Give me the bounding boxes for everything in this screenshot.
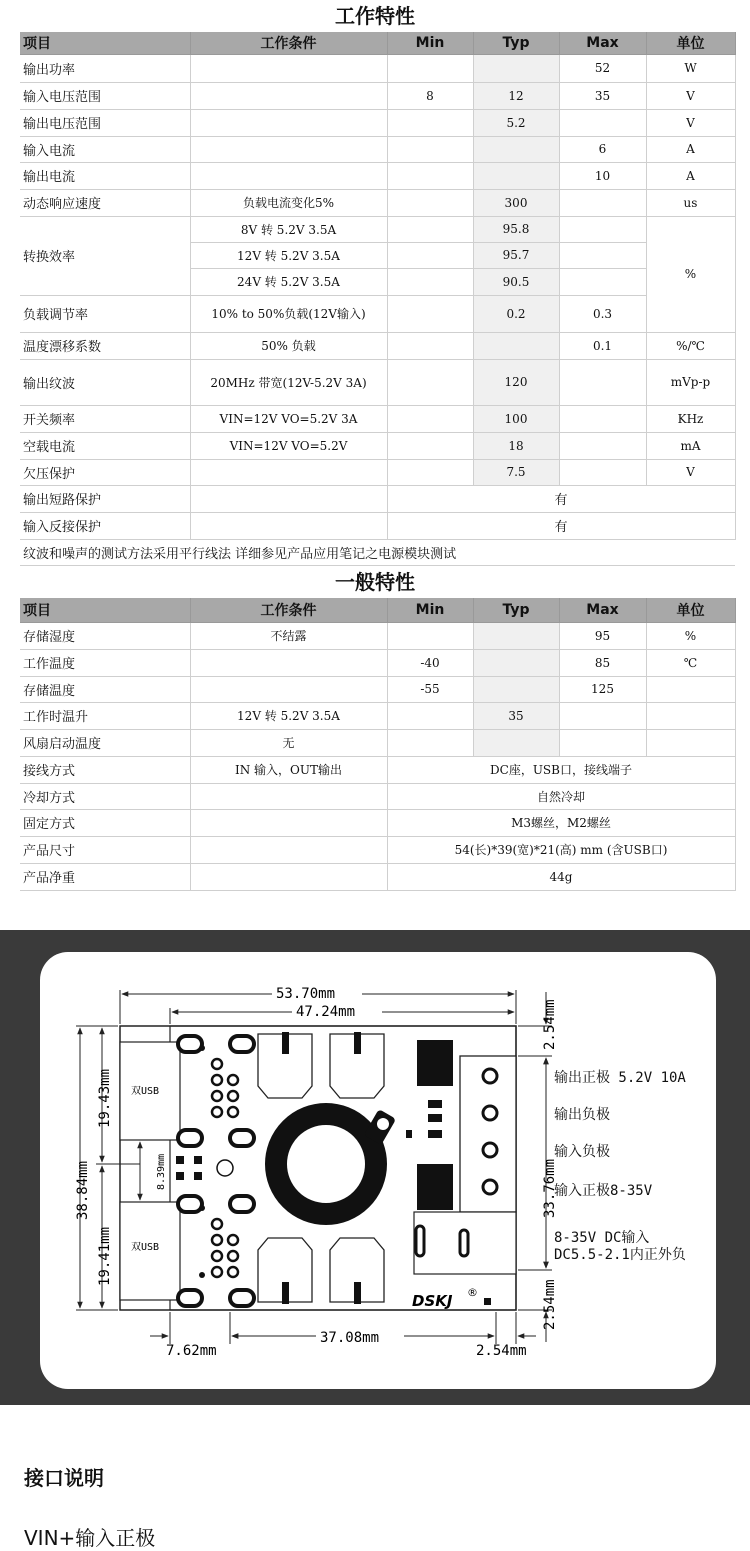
row-typ: 12 xyxy=(473,82,559,109)
table-row xyxy=(20,54,735,82)
table-row xyxy=(20,162,735,189)
table-row xyxy=(20,729,735,756)
row-label: 输出短路保护 xyxy=(20,485,190,512)
row-condition xyxy=(190,109,387,136)
row-label: 输出纹波 xyxy=(20,359,190,405)
terminal-label-out-neg: 输出负极 xyxy=(554,1107,610,1123)
row-unit: V xyxy=(646,109,735,136)
table-note-row xyxy=(20,539,735,565)
row-label: 温度漂移系数 xyxy=(20,332,190,359)
row-unit: W xyxy=(646,54,735,82)
row-label: 风扇启动温度 xyxy=(20,729,190,756)
row-typ: 100 xyxy=(473,405,559,432)
dim-left-total: 38.84mm xyxy=(75,1160,91,1220)
table-row xyxy=(20,622,735,649)
row-typ: 95.8 xyxy=(473,216,559,242)
row-label: 固定方式 xyxy=(20,809,190,836)
header-typ: Typ xyxy=(473,598,559,622)
row-max xyxy=(559,459,646,485)
dim-top-inner: 47.24mm xyxy=(296,1004,356,1020)
row-condition xyxy=(190,649,387,676)
table-row xyxy=(20,676,735,702)
row-typ: 18 xyxy=(473,432,559,459)
row-typ xyxy=(473,136,559,162)
table-row xyxy=(20,332,735,359)
row-condition: VIN=12V VO=5.2V 3A xyxy=(190,405,387,432)
row-unit: % xyxy=(646,216,735,332)
row-min xyxy=(387,432,473,459)
row-min xyxy=(387,459,473,485)
row-condition xyxy=(190,459,387,485)
row-condition: IN 输入，OUT输出 xyxy=(190,756,387,783)
row-condition xyxy=(190,512,387,539)
row-min xyxy=(387,268,473,295)
row-max: 6 xyxy=(559,136,646,162)
row-max xyxy=(559,268,646,295)
row-max: 0.1 xyxy=(559,332,646,359)
row-unit: V xyxy=(646,82,735,109)
row-label: 工作时温升 xyxy=(20,702,190,729)
row-label: 存储温度 xyxy=(20,676,190,702)
row-max: 35 xyxy=(559,82,646,109)
row-typ: 35 xyxy=(473,702,559,729)
table-row xyxy=(20,136,735,162)
dim-right-bottom: 2.54mm xyxy=(542,1279,558,1330)
row-unit: A xyxy=(646,162,735,189)
table-row xyxy=(20,863,735,890)
row-condition xyxy=(190,54,387,82)
header-condition: 工作条件 xyxy=(190,32,387,54)
row-typ: 0.2 xyxy=(473,295,559,332)
header-max: Max xyxy=(559,598,646,622)
table-row xyxy=(20,783,735,809)
row-max xyxy=(559,702,646,729)
terminal-label-in-pos: 输入正极8-35V xyxy=(554,1183,653,1199)
usb-top-label: 双USB xyxy=(131,1086,160,1097)
row-label: 接线方式 xyxy=(20,756,190,783)
row-condition: 50% 负载 xyxy=(190,332,387,359)
table-row xyxy=(20,756,735,783)
row-condition: VIN=12V VO=5.2V xyxy=(190,432,387,459)
ic-bottom xyxy=(417,1164,453,1210)
row-unit: ℃ xyxy=(646,649,735,676)
row-label: 负载调节率 xyxy=(20,295,190,332)
row-condition xyxy=(190,836,387,863)
row-min xyxy=(387,189,473,216)
row-typ xyxy=(473,332,559,359)
row-max xyxy=(559,359,646,405)
row-label: 工作温度 xyxy=(20,649,190,676)
row-typ xyxy=(473,54,559,82)
row-condition xyxy=(190,783,387,809)
header-max: Max xyxy=(559,32,646,54)
row-max: 0.3 xyxy=(559,295,646,332)
row-label: 输入电流 xyxy=(20,136,190,162)
row-min xyxy=(387,295,473,332)
row-value: M3螺丝，M2螺丝 xyxy=(387,809,735,836)
row-label: 动态响应速度 xyxy=(20,189,190,216)
row-label: 空载电流 xyxy=(20,432,190,459)
row-typ xyxy=(473,676,559,702)
row-condition xyxy=(190,82,387,109)
row-condition xyxy=(190,863,387,890)
table-row xyxy=(20,459,735,485)
row-max: 125 xyxy=(559,676,646,702)
row-value: DC座，USB口，接线端子 xyxy=(387,756,735,783)
row-min xyxy=(387,622,473,649)
row-label: 欠压保护 xyxy=(20,459,190,485)
row-min xyxy=(387,109,473,136)
row-typ: 7.5 xyxy=(473,459,559,485)
table-row xyxy=(20,702,735,729)
header-min: Min xyxy=(387,32,473,54)
brand-logo: DSKJ xyxy=(412,1292,453,1310)
row-condition: 负载电流变化5% xyxy=(190,189,387,216)
row-value: 自然冷却 xyxy=(387,783,735,809)
table-note: 纹波和噪声的测试方法采用平行线法 详细参见产品应用笔记之电源模块测试 xyxy=(20,539,735,565)
table2-header-row xyxy=(20,598,735,622)
interface-heading: 接口说明 xyxy=(24,1466,104,1490)
table-row xyxy=(20,359,735,405)
row-min xyxy=(387,702,473,729)
table-row xyxy=(20,295,735,332)
row-min xyxy=(387,54,473,82)
row-unit: mA xyxy=(646,432,735,459)
row-min: -55 xyxy=(387,676,473,702)
row-typ: 95.7 xyxy=(473,242,559,268)
table-row xyxy=(20,405,735,432)
row-unit xyxy=(646,729,735,756)
row-max xyxy=(559,189,646,216)
row-condition: 20MHz 带宽(12V-5.2V 3A) xyxy=(190,359,387,405)
table-row xyxy=(20,432,735,459)
row-max xyxy=(559,405,646,432)
row-condition xyxy=(190,136,387,162)
row-unit: %/℃ xyxy=(646,332,735,359)
ic-top xyxy=(417,1040,453,1086)
header-unit: 单位 xyxy=(646,598,735,622)
row-value: 54(长)*39(宽)*21(高) mm (含USB口) xyxy=(387,836,735,863)
table-row xyxy=(20,189,735,216)
table-row xyxy=(20,109,735,136)
row-condition xyxy=(190,809,387,836)
dim-left-upper: 19.43mm xyxy=(97,1068,113,1128)
row-typ xyxy=(473,622,559,649)
row-label: 转换效率 xyxy=(20,216,190,295)
row-value: 有 xyxy=(387,485,735,512)
terminal-label-out-pos: 输出正极 5.2V 10A xyxy=(554,1070,686,1086)
row-typ xyxy=(473,729,559,756)
row-typ xyxy=(473,649,559,676)
row-min xyxy=(387,332,473,359)
row-max: 52 xyxy=(559,54,646,82)
row-min xyxy=(387,405,473,432)
row-max xyxy=(559,109,646,136)
dim-right-mid: 33.76mm xyxy=(542,1158,558,1218)
row-condition xyxy=(190,162,387,189)
dim-top-outer: 53.70mm xyxy=(276,986,336,1002)
row-min xyxy=(387,359,473,405)
dc-input-label: 8-35V DC输入 xyxy=(554,1230,650,1246)
row-max: 85 xyxy=(559,649,646,676)
table-row xyxy=(20,809,735,836)
row-condition: 12V 转 5.2V 3.5A xyxy=(190,242,387,268)
row-unit: mVp-p xyxy=(646,359,735,405)
row-unit: V xyxy=(646,459,735,485)
row-typ xyxy=(473,162,559,189)
row-condition: 10% to 50%负载(12V输入) xyxy=(190,295,387,332)
row-condition: 24V 转 5.2V 3.5A xyxy=(190,268,387,295)
row-condition: 无 xyxy=(190,729,387,756)
dimension-drawing xyxy=(40,952,716,1389)
header-unit: 单位 xyxy=(646,32,735,54)
row-max xyxy=(559,729,646,756)
row-unit xyxy=(646,676,735,702)
row-min xyxy=(387,216,473,242)
dim-gap: 8.39mm xyxy=(156,1153,167,1190)
table-row xyxy=(20,512,735,539)
row-min xyxy=(387,162,473,189)
row-max xyxy=(559,432,646,459)
row-typ: 90.5 xyxy=(473,268,559,295)
dim-left-lower: 19.41mm xyxy=(97,1226,113,1286)
row-condition xyxy=(190,676,387,702)
row-label: 开关频率 xyxy=(20,405,190,432)
row-label: 产品净重 xyxy=(20,863,190,890)
row-label: 输入电压范围 xyxy=(20,82,190,109)
row-label: 输入反接保护 xyxy=(20,512,190,539)
row-max: 95 xyxy=(559,622,646,649)
dim-bottom-right: 2.54mm xyxy=(476,1343,527,1359)
row-condition: 8V 转 5.2V 3.5A xyxy=(190,216,387,242)
header-min: Min xyxy=(387,598,473,622)
row-typ: 5.2 xyxy=(473,109,559,136)
row-condition xyxy=(190,485,387,512)
row-min xyxy=(387,136,473,162)
table-row xyxy=(20,216,735,242)
row-label: 输出电流 xyxy=(20,162,190,189)
row-max xyxy=(559,242,646,268)
row-value: 44g xyxy=(387,863,735,890)
table-row xyxy=(20,836,735,863)
table-row xyxy=(20,82,735,109)
row-max xyxy=(559,216,646,242)
spec-table-working xyxy=(20,32,736,566)
dim-right-top: 2.54mm xyxy=(542,999,558,1050)
interface-line-vin: VIN+输入正极 xyxy=(24,1526,156,1550)
row-unit: us xyxy=(646,189,735,216)
row-unit: % xyxy=(646,622,735,649)
row-typ: 120 xyxy=(473,359,559,405)
row-unit: KHz xyxy=(646,405,735,432)
usb-bottom-label: 双USB xyxy=(131,1242,160,1253)
row-min xyxy=(387,729,473,756)
row-label: 存储湿度 xyxy=(20,622,190,649)
row-label: 输出电压范围 xyxy=(20,109,190,136)
svg-text:®: ® xyxy=(467,1286,478,1299)
row-label: 冷却方式 xyxy=(20,783,190,809)
row-min xyxy=(387,242,473,268)
table-row xyxy=(20,649,735,676)
row-typ: 300 xyxy=(473,189,559,216)
row-min: -40 xyxy=(387,649,473,676)
dc-polarity-label: DC5.5-2.1内正外负 xyxy=(554,1247,686,1263)
header-item: 项目 xyxy=(20,598,190,622)
table-row xyxy=(20,485,735,512)
header-typ: Typ xyxy=(473,32,559,54)
row-unit: A xyxy=(646,136,735,162)
row-condition: 12V 转 5.2V 3.5A xyxy=(190,702,387,729)
terminal-label-in-neg: 输入负极 xyxy=(554,1144,610,1160)
row-min: 8 xyxy=(387,82,473,109)
header-item: 项目 xyxy=(20,32,190,54)
row-max: 10 xyxy=(559,162,646,189)
dim-bottom-mid: 37.08mm xyxy=(320,1330,380,1346)
table1-header-row xyxy=(20,32,735,54)
row-value: 有 xyxy=(387,512,735,539)
table1-title: 工作特性 xyxy=(335,4,415,28)
spec-table-general xyxy=(20,598,736,891)
dim-bottom-left: 7.62mm xyxy=(166,1343,217,1359)
row-label: 产品尺寸 xyxy=(20,836,190,863)
header-condition: 工作条件 xyxy=(190,598,387,622)
row-unit xyxy=(646,702,735,729)
table2-title: 一般特性 xyxy=(335,570,415,594)
row-label: 输出功率 xyxy=(20,54,190,82)
row-condition: 不结露 xyxy=(190,622,387,649)
